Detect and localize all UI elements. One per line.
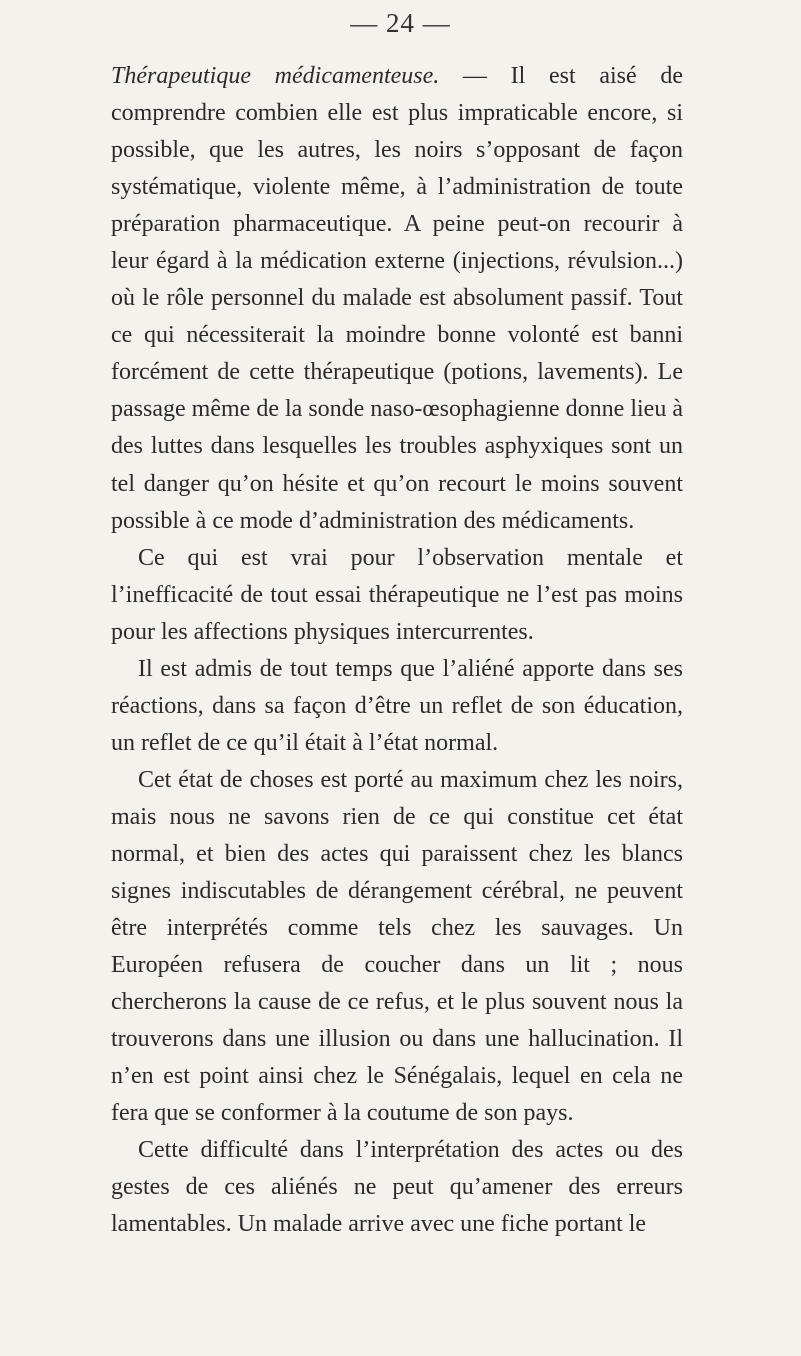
paragraph-etat-normal: Cet état de choses est porté au maximum chez les noirs, mais nous ne savons rien de ce qui constitue cet état normal, et bien des actes qui paraissent chez les blancs signes indiscutables de dérangement cérébral, ne peuvent être interprétés comme tels chez les sauvages. Un Européen refusera de coucher dans un lit ; nous chercherons la cause de ce refus, et le plus souvent nous la trouverons dans une illusion ou dans une hallucination. Il n’en est point ainsi chez le Sénégalais, lequel en cela ne fera que se conformer à la coutume de son pays. <box>111 766 683 1127</box>
body-text <box>111 58 683 1244</box>
section-heading-italic: Thérapeutique médicamenteuse. <box>111 63 440 89</box>
paragraph-therapeutique <box>111 58 683 540</box>
paragraph-difficulte: Cette difficulté dans l’interprétation des actes ou des gestes de ces aliénés ne peut qu’amener des erreurs lamentables. Un malade arrive avec une fiche portant le <box>111 1137 683 1238</box>
paragraph-1-text: — Il est aisé de comprendre combien elle est plus impraticable encore, si possible, que les autres, les noirs s’opposant de façon systématique, violente même, à l’administration de toute préparation pharmaceutique. A peine peut-on recourir à leur égard à la médication externe (injections, révulsion...) où le rôle personnel du malade est absolument passif. Tout ce qui nécessiterait la moindre bonne volonté est banni forcément de cette thérapeutique (potions, lavements). Le passage même de la sonde naso-œsophagienne donne lieu à des luttes dans lesquelles les troubles asphyxiques sont un tel danger qu’on hésite et qu’on recourt le moins souvent possible à ce mode d’administration des médicaments. <box>111 63 683 534</box>
paragraph-aliene-reflet: Il est admis de tout temps que l’aliéné apporte dans ses réactions, dans sa façon d’être un reflet de son éducation, un reflet de ce qu’il était à l’état normal. <box>111 655 683 756</box>
page-number: — 24 — <box>350 8 451 38</box>
paragraph-observation: Ce qui est vrai pour l’observation mentale et l’inefficacité de tout essai thérapeutique ne l’est pas moins pour les affections physiques intercurrentes. <box>111 544 683 645</box>
